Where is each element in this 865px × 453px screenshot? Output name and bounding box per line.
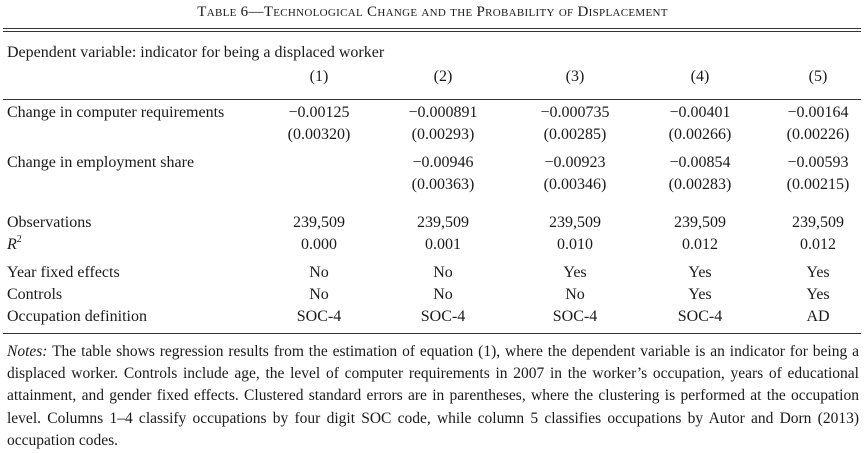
standard-error-cell: (0.00285) — [543, 126, 607, 143]
value-cell: SOC-4 — [420, 308, 466, 325]
coefficient-cell: −0.00854 — [669, 154, 731, 171]
standard-error-cell: (0.00363) — [411, 176, 475, 193]
row-label: Observations — [7, 214, 92, 231]
coefficient-cell: −0.00593 — [787, 154, 849, 171]
value-cell: SOC-4 — [677, 308, 723, 325]
row-label: Change in computer requirements — [7, 104, 225, 121]
column-header: (4) — [690, 68, 710, 85]
table-notes — [7, 341, 859, 452]
value-cell: 0.010 — [557, 236, 593, 253]
table-row — [0, 103, 865, 123]
value-cell: No — [309, 264, 329, 281]
row-label: Occupation definition — [7, 308, 147, 325]
dependent-variable-label: Dependent variable: indicator for being a displaced worker — [7, 44, 385, 61]
standard-error-cell: (0.00266) — [668, 126, 732, 143]
value-cell: No — [433, 286, 453, 303]
table-row — [0, 213, 865, 233]
value-cell: SOC-4 — [296, 308, 342, 325]
column-header: (1) — [309, 68, 329, 85]
value-cell: 239,509 — [792, 214, 844, 231]
value-cell: 239,509 — [674, 214, 726, 231]
table-row — [0, 125, 865, 145]
value-cell: 0.012 — [800, 236, 836, 253]
standard-error-cell: (0.00215) — [786, 176, 850, 193]
column-header: (3) — [565, 68, 585, 85]
standard-error-cell: (0.00320) — [287, 126, 351, 143]
top-rule — [3, 28, 861, 29]
standard-error-cell: (0.00293) — [411, 126, 475, 143]
table-row — [0, 235, 865, 255]
notes-label: Notes: — [7, 343, 48, 360]
row-label: Controls — [7, 286, 63, 303]
row-label: Change in employment share — [7, 154, 195, 171]
value-cell: 0.000 — [301, 236, 337, 253]
value-cell: AD — [806, 308, 830, 325]
table-row — [0, 153, 865, 173]
top-rule-second — [3, 31, 861, 32]
notes-text: The table shows regression results from the estimation of equation (1), where the dependent variable is an indicator for being a displaced worker. Controls include age, the level of computer requirements in 2007 in the worker’s occupation, years of educational attainment, and gender fixed effects. Clustered standard errors are in parentheses, where the clustering is performed at the occupation level. Columns 1–4 classify occupations by four digit SOC code, while column 5 classifies occupations by Autor and Dorn (2013) occupation codes. — [7, 343, 859, 449]
header-rule — [3, 99, 861, 100]
standard-error-cell: (0.00226) — [786, 126, 850, 143]
standard-error-cell: (0.00283) — [668, 176, 732, 193]
value-cell: 0.012 — [682, 236, 718, 253]
r-squared-exponent: 2 — [16, 233, 22, 245]
coefficient-cell: −0.00946 — [412, 154, 474, 171]
value-cell: No — [433, 264, 453, 281]
standard-error-cell: (0.00346) — [543, 176, 607, 193]
value-cell: 239,509 — [293, 214, 345, 231]
value-cell: Yes — [806, 286, 830, 303]
column-header: (2) — [433, 68, 453, 85]
coefficient-cell: −0.000735 — [540, 104, 610, 121]
value-cell: 239,509 — [549, 214, 601, 231]
coefficient-cell: −0.00401 — [669, 104, 731, 121]
value-cell: Yes — [688, 264, 712, 281]
table-title: Table 6—Technological Change and the Probability of Displacement — [197, 4, 668, 20]
coefficient-cell: −0.00923 — [544, 154, 606, 171]
table-row — [0, 175, 865, 195]
table-row — [0, 285, 865, 305]
row-label-r-squared — [7, 235, 22, 255]
column-numbers-row — [0, 67, 865, 87]
value-cell: No — [565, 286, 585, 303]
table-row — [0, 307, 865, 327]
value-cell: Yes — [806, 264, 830, 281]
value-cell: No — [309, 286, 329, 303]
value-cell: 239,509 — [417, 214, 469, 231]
coefficient-cell: −0.00164 — [787, 104, 849, 121]
value-cell: SOC-4 — [552, 308, 598, 325]
column-header: (5) — [808, 68, 828, 85]
value-cell: Yes — [563, 264, 587, 281]
row-label: Year fixed effects — [7, 264, 120, 281]
value-cell: Yes — [688, 286, 712, 303]
bottom-rule — [3, 333, 861, 334]
table-row — [0, 263, 865, 283]
dependent-variable-row — [0, 43, 865, 63]
coefficient-cell: −0.000891 — [408, 104, 478, 121]
value-cell: 0.001 — [425, 236, 461, 253]
coefficient-cell: −0.00125 — [288, 104, 350, 121]
r-squared-symbol: R — [7, 236, 17, 253]
